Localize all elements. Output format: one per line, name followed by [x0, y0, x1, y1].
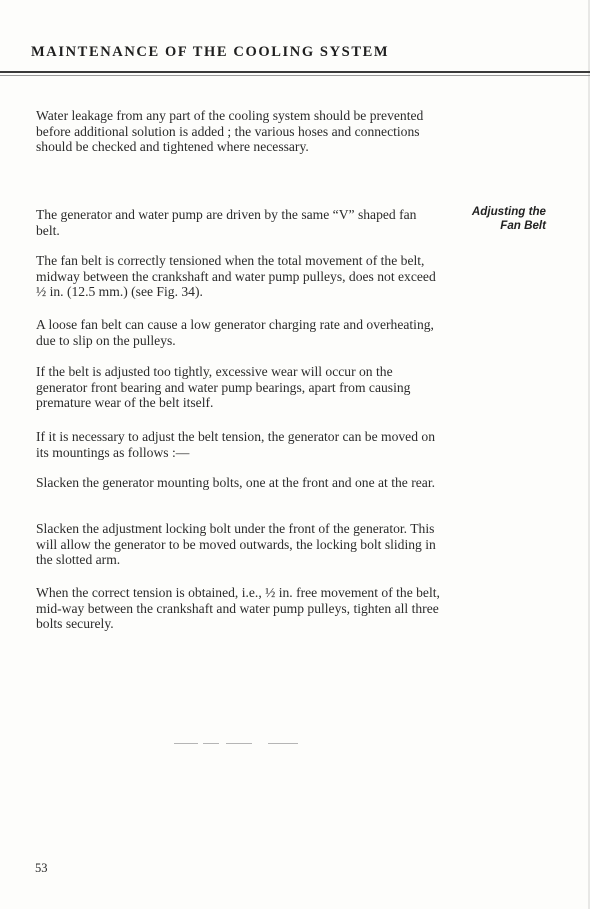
side-heading [450, 205, 546, 233]
ornament-dash [174, 743, 198, 744]
side-heading-line-1: Adjusting the [471, 205, 546, 218]
header-rule [0, 71, 590, 73]
ornament-dash [226, 743, 252, 744]
ornament-dash [268, 743, 298, 744]
paragraph-generator-pump-belt: The generator and water pump are driven by the same “V” shaped fan belt. [36, 207, 417, 238]
ornament-dash [203, 743, 219, 744]
page-number: 53 [35, 861, 48, 875]
paragraph-water-leakage: Water leakage from any part of the cooling system should be prevented before additional solution is added ; the various hoses and connections should be checked and tightened where necessary. [36, 108, 424, 154]
page-title: MAINTENANCE OF THE COOLING SYSTEM [31, 44, 390, 60]
paragraph-slacken-mounting: Slacken the generator mounting bolts, one at the front and one at the rear. [36, 475, 435, 490]
header-rule-thin [0, 75, 590, 76]
paragraph-loose-belt: A loose fan belt can cause a low generator charging rate and overheating, due to slip on the pulleys. [36, 317, 434, 348]
paragraph-correct-tension: When the correct tension is obtained, i.e., ½ in. free movement of the belt, mid-way between the crankshaft and water pump pulleys, tighten all three bolts securely. [36, 585, 440, 631]
paragraph-tight-belt: If the belt is adjusted too tightly, excessive wear will occur on the generator front bearing and water pump bearings, apart from causing premature wear of the belt itself. [36, 364, 411, 410]
paragraph-adjust-intro: If it is necessary to adjust the belt tension, the generator can be moved on its mountings as follows :— [36, 429, 436, 460]
side-heading-line-2: Fan Belt [500, 219, 546, 232]
paragraph-slacken-locking: Slacken the adjustment locking bolt under the front of the generator. This will allow the generator to be moved outwards, the locking bolt sliding in the slotted arm. [36, 521, 436, 567]
paragraph-belt-tension: The fan belt is correctly tensioned when the total movement of the belt, midway between the crankshaft and water pump pulleys, does not exceed ½ in. (12.5 mm.) (see Fig. 34). [36, 253, 436, 299]
